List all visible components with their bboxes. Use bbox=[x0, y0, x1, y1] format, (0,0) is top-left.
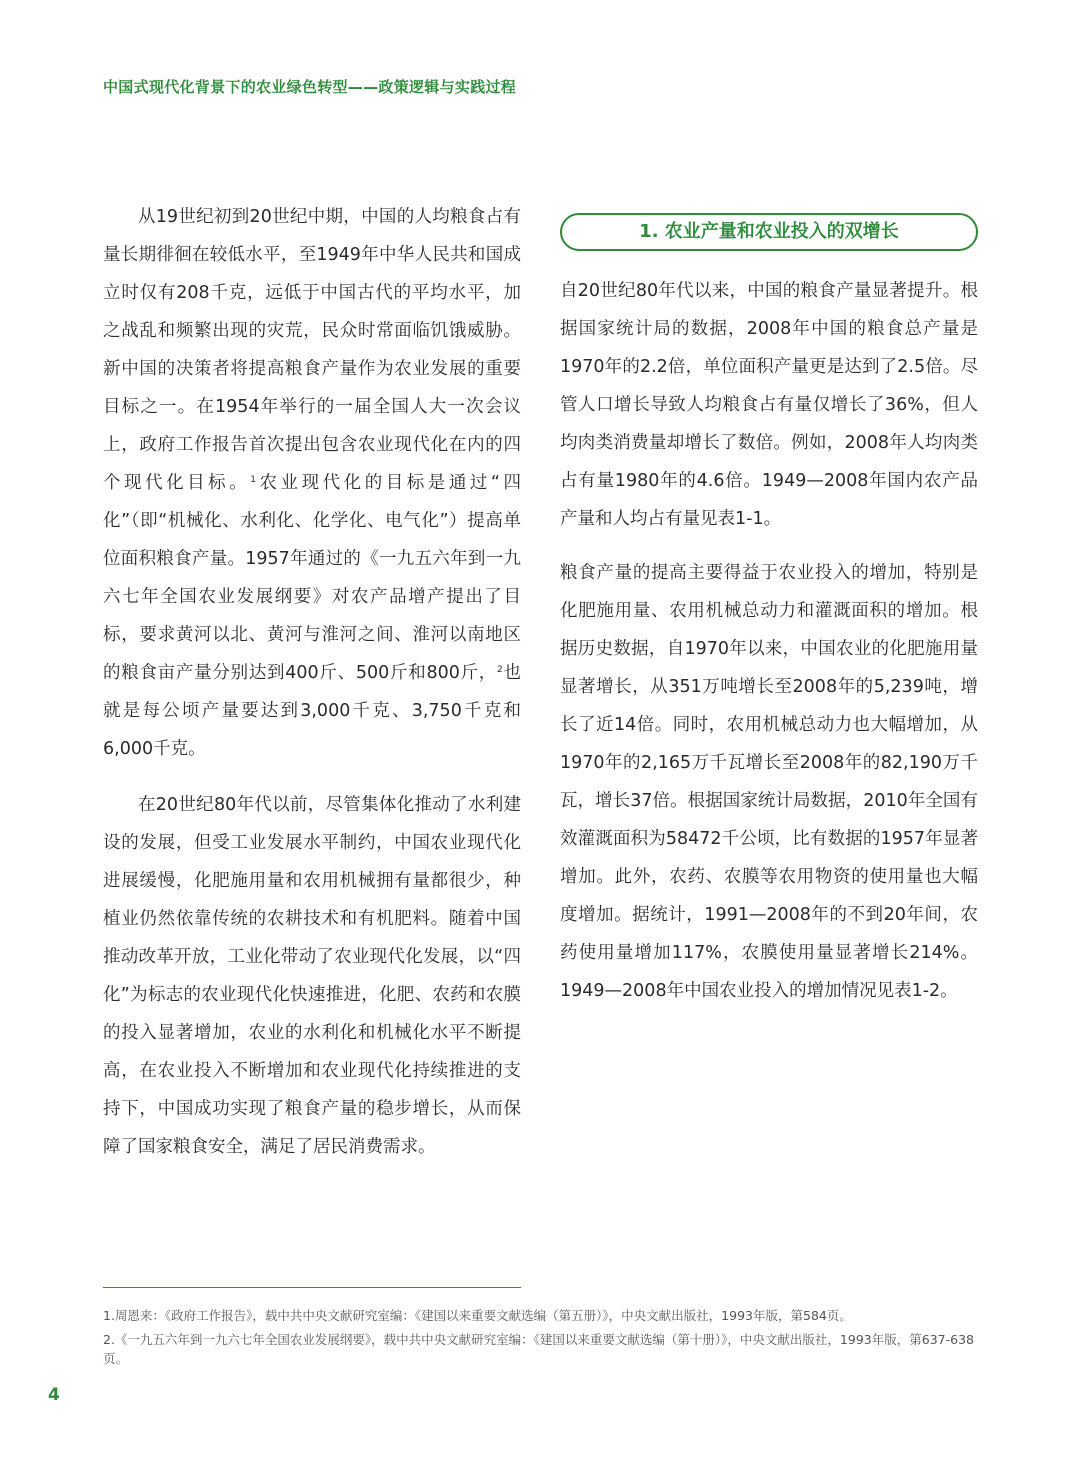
page-number: 4 bbox=[48, 1385, 60, 1405]
body-paragraph: 在20世纪80年代以前，尽管集体化推动了水利建设的发展，但受工业发展水平制约，中国农业现代化进展缓慢，化肥施用量和农用机械拥有量都很少，种植业仍然依靠传统的农耕技术和有机肥料。随着中国推动改革开放，工业化带动了农业现代化发展，以“四化”为标志的农业现代化快速推进，化肥、农药和农膜的投入显著增加，农业的水利化和机械化水平不断提高，在农业投入不断增加和农业现代化持续推进的支持下，中国成功实现了粮食产量的稳步增长，从而保障了国家粮食安全，满足了居民消费需求。 bbox=[103, 795, 521, 1157]
body-paragraph: 自20世纪80年代以来，中国的粮食产量显著提升。根据国家统计局的数据，2008年中国的粮食总产量是1970年的2.2倍，单位面积产量更是达到了2.5倍。尽管人口增长导致人均粮食占有量仅增长了36%，但人均肉类消费量却增长了数倍。例如，2008年人均肉类占有量1980年的4.6倍。1949—2008年国内农产品产量和人均占有量见表1-1。 bbox=[560, 281, 978, 529]
body-paragraph bbox=[103, 198, 521, 768]
paragraph-text: 农业现代化的目标是通过“四化”（即“机械化、水利化、化学化、电气化”）提高单位面积粮食产量。1957年通过的《一九五六年到一九六七年全国农业发展纲要》对农产品增产提出了目标，要求黄河以北、黄河与淮河之间、淮河以南地区的粮食亩产量分别达到400斤、500斤和800斤， bbox=[103, 473, 521, 683]
footnote-ref-2[interactable]: 2 bbox=[497, 665, 503, 675]
right-column bbox=[560, 272, 978, 1010]
body-paragraph: 粮食产量的提高主要得益于农业投入的增加，特别是化肥施用量、农用机械总动力和灌溉面积的增加。根据历史数据，自1970年以来，中国农业的化肥施用量显著增长，从351万吨增长至2008年的5,239吨，增长了近14倍。同时，农用机械总动力也大幅增加，从1970年的2,165万千瓦增长至2008年的82,190万千瓦，增长37倍。根据国家统计局数据，2010年全国有效灌溉面积为58472千公顷，比有数据的1957年显著增加。此外，农药、农膜等农用物资的使用量也大幅度增加。据统计，1991—2008年的不到20年间，农药使用量增加117%，农膜使用量显著增长214%。1949—2008年中国农业投入的增加情况见表1-2。 bbox=[560, 563, 978, 1001]
footnote-ref-1[interactable]: 1 bbox=[250, 475, 256, 485]
footnotes bbox=[103, 1306, 977, 1373]
footnote: 2.《一九五六年到一九六七年全国农业发展纲要》，载中共中央文献研究室编：《建国以来重要文献选编（第十册）》，中央文献出版社，1993年版，第637-638页。 bbox=[103, 1332, 974, 1366]
left-column bbox=[103, 198, 521, 1166]
paragraph-text: 从19世纪初到20世纪中期，中国的人均粮食占有量长期徘徊在较低水平，至1949年中华人民共和国成立时仅有208千克，远低于中国古代的平均水平，加之战乱和频繁出现的灾荒，民众时常面临饥饿威胁。新中国的决策者将提高粮食产量作为农业发展的重要目标之一。在1954年举行的一届全国人大一次会议上，政府工作报告首次提出包含农业现代化在内的四个现代化目标。 bbox=[103, 207, 521, 493]
running-header: 中国式现代化背景下的农业绿色转型——政策逻辑与实践过程 bbox=[103, 78, 517, 96]
section-title: 1. 农业产量和农业投入的双增长 bbox=[560, 213, 978, 251]
footnote: 1.周恩来：《政府工作报告》，载中共中央文献研究室编：《建国以来重要文献选编（第五册）》，中央文献出版社，1993年版，第584页。 bbox=[103, 1308, 852, 1323]
footnote-divider bbox=[103, 1287, 521, 1288]
paragraph-text: 也就是每公顷产量要达到3,000千克、3,750千克和6,000千克。 bbox=[103, 663, 521, 759]
